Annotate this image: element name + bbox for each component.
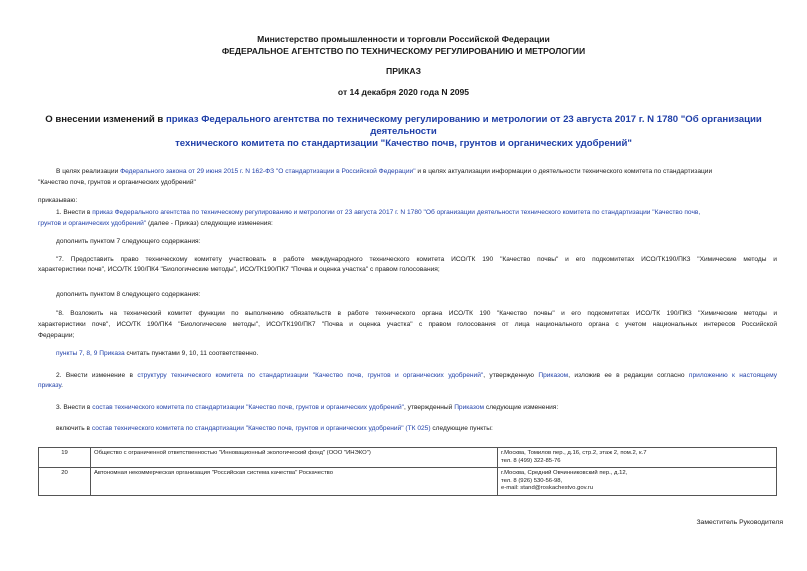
order-word: приказываю:: [38, 197, 78, 204]
item2-text-c: , изложив ее в редакции согласно: [568, 372, 689, 379]
signature-title: Заместитель Руководителя: [696, 519, 783, 526]
phone-line: тел. 8 (926) 530-56-98,: [501, 477, 563, 484]
title-link[interactable]: приказ Федерального агентства по техническому регулированию и метрологии от 23 августа 2017 г. N 1780 "Об организации деятельности: [165, 114, 762, 137]
renumber-paragraph: [56, 349, 258, 360]
organization-name: Общество с ограниченной ответственностью "Инновационный экологический фонд" (ООО "ИНЭКО"): [91, 448, 498, 468]
order-link-2[interactable]: Приказом: [454, 404, 485, 411]
include-text-b: следующие пункты:: [430, 425, 493, 432]
address-line: г.Москва, Томилов пер., д.16, стр.2, этаж 2, пом.2, к.7: [501, 450, 647, 456]
intro-text-b: и в целях актуализации информации о деятельности технического комитета по стандартизации: [415, 168, 713, 175]
row-number: 20: [39, 468, 91, 496]
point-8-line-2: характеристики почв", ИСО/ТК 190/ПК4 "Биологические методы", ИСО/ТК190/ПК7 "Почва и оценка участка" с правом голосования от лица национального органа с учетом национальных интересов Российской: [38, 321, 777, 328]
include-paragraph: [56, 424, 493, 435]
structure-link[interactable]: структуру техничеcкого комитета по стандартизации "Качество почв, грунтов и органических удобрений": [137, 372, 484, 379]
organization-contacts: [498, 468, 777, 496]
add-point-8: дополнить пунктом 8 следующего содержания:: [56, 291, 201, 298]
item-2-cont: [38, 381, 63, 392]
table-row: [39, 468, 777, 496]
order-1780-link[interactable]: приказ Федерального агентства по техническому регулированию и метрологии от 23 августа 2017 г. N 1780 "Об организации деятельности технического комитета по стандартизации "Качество почв,: [92, 209, 701, 216]
item1-text-a: 1. Внести в: [56, 209, 93, 216]
item-2: [56, 371, 777, 382]
item2-text-b: , утвержденную: [483, 372, 539, 379]
document-title: [20, 114, 787, 150]
include-text-a: включить в: [56, 425, 92, 432]
point-8-line-3: Федерации;: [38, 332, 75, 339]
point-7-line-1: "7. Предоставить право техническому комитету участвовать в работе международного технического комитета ИСО/ТК 190 "Качество почвы" и его подкомитетах ИСО/ТК190/ПК3 "Химические методы и: [56, 256, 777, 263]
item1-text-b: (далее - Приказ) следующие изменения:: [146, 220, 273, 227]
document-date-number: от 14 декабря 2020 года N 2095: [337, 87, 470, 97]
intro-paragraph: [56, 167, 712, 178]
table-row: [39, 448, 777, 468]
row-number: 19: [39, 448, 91, 468]
address-line: г.Москва, Средний Овчинниковский пер., д.12,: [501, 470, 628, 477]
tk025-composition-link[interactable]: состав технического комитета по стандартизации "Качество почв, грунтов и органических удобрений" (ТК 025): [91, 425, 431, 432]
email-line: e-mail: stand@roskachestvo.gov.ru: [501, 485, 593, 492]
item-1: [56, 208, 700, 219]
add-point-7: дополнить пунктом 7 следующего содержания:: [56, 238, 201, 245]
intro-line-2: "Качество почв, грунтов и органических удобрений": [38, 179, 196, 186]
document-type: ПРИКАЗ: [386, 66, 421, 76]
item3-text-a: 3. Внести в: [56, 404, 93, 411]
intro-text-a: В целях реализации: [56, 168, 121, 175]
order-1780-link-cont[interactable]: грунтов и органических удобрений": [38, 220, 147, 227]
order-link[interactable]: Приказом: [538, 372, 569, 379]
ministry-name: Министерство промышленности и торговли Российской Федерации: [257, 34, 550, 44]
item-1-cont: [38, 219, 273, 230]
organization-contacts: [498, 448, 777, 468]
phone-line: тел. 8 (499) 322-85-76: [501, 457, 561, 464]
renumber-text: считать пунктами 9, 10, 11 соответственно.: [124, 350, 259, 357]
appendix-link-cont[interactable]: приказу: [38, 382, 62, 389]
points-7-8-9-link[interactable]: пункты 7, 8, 9 Приказа: [56, 350, 125, 357]
point-8-line-1: "8. Возложить на технический комитет функции по выполнению обязательств в работе технического органа ИСО/ТК 190 "Качество почвы" и его подкомитетах ИСО/ТК 190/ПК3 "Химические методы и: [56, 310, 777, 317]
item2-text-d: .: [61, 382, 63, 389]
item2-text-a: 2. Внести изменение в: [56, 372, 138, 379]
committee-composition-link[interactable]: состав технического комитета по стандартизации "Качество почв, грунтов и органических удобрений": [92, 404, 404, 411]
federal-law-link[interactable]: Федерального закона от 29 июня 2015 г. N 162-ФЗ "О стандартизации в Российской Федерации": [120, 168, 416, 175]
item3-text-c: следующие изменения:: [484, 404, 559, 411]
members-table: [38, 447, 777, 496]
item3-text-b: , утвержденный: [403, 404, 455, 411]
organization-name: Автономная некоммерческая организация "Российская система качества" Роскачество: [91, 468, 498, 496]
title-prefix: О внесении изменений в: [45, 114, 166, 125]
title-link-continued[interactable]: технического комитета по стандартизации "Качество почв, грунтов и органических удобрений": [175, 138, 632, 149]
point-7-line-2: характеристики почв", ИСО/ТК 190/ПК4 "Биологические методы", ИСО/ТК190/ПК7 "Почва и оценка участка" с правом голосования;: [38, 266, 440, 273]
appendix-link[interactable]: приложению к настоящему: [688, 372, 777, 379]
agency-name: ФЕДЕРАЛЬНОЕ АГЕНТСТВО ПО ТЕХНИЧЕСКОМУ РЕГУЛИРОВАНИЮ И МЕТРОЛОГИИ: [221, 46, 586, 56]
item-3: [56, 403, 558, 414]
